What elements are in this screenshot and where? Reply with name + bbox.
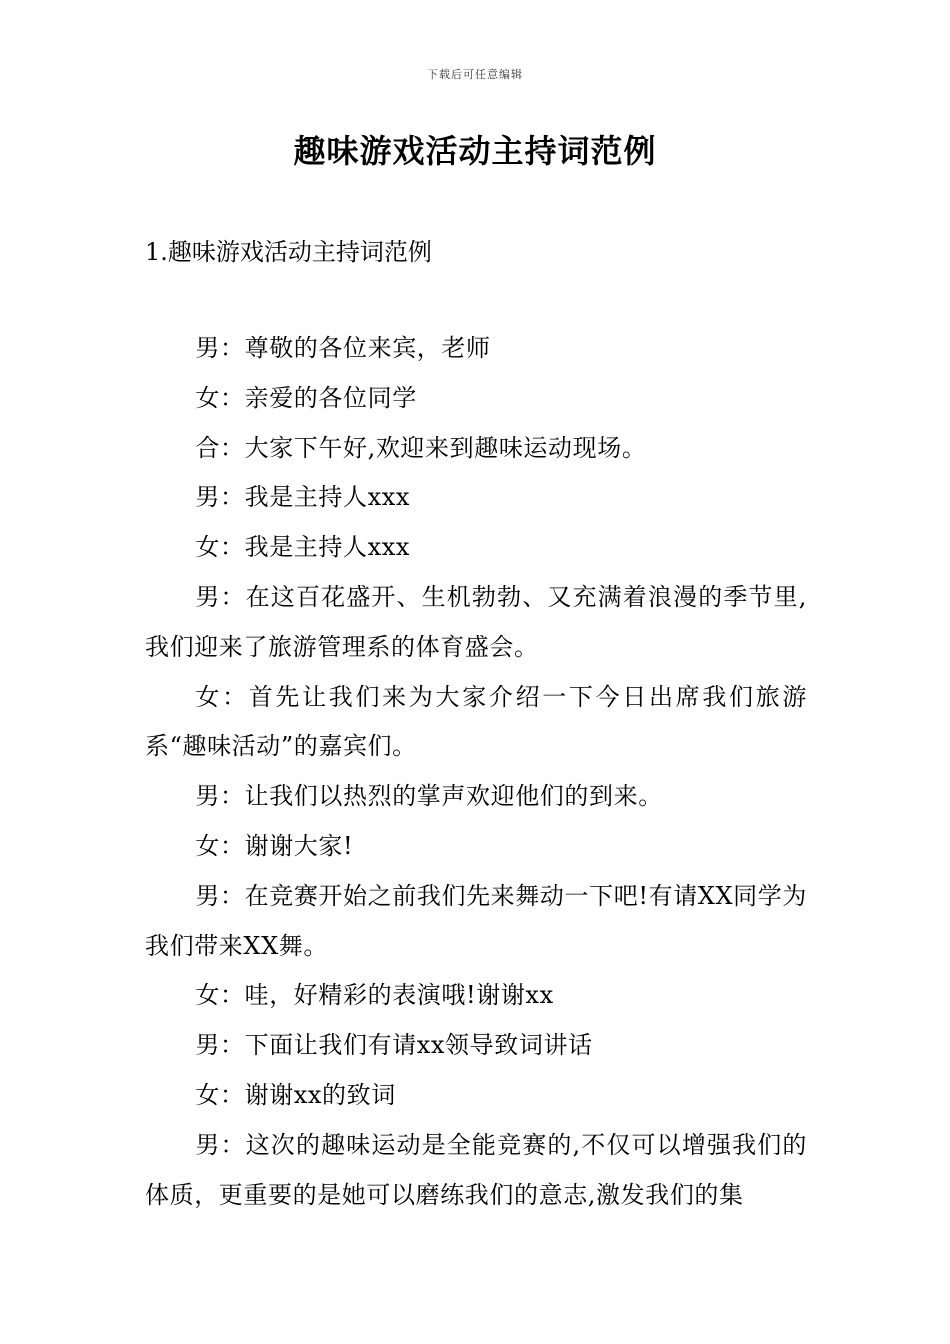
paragraph: 女：我是主持人xxx <box>195 533 410 562</box>
paragraph: 女：首先让我们来为大家介绍一下今日出席我们旅游系“趣味活动”的嘉宾们。 <box>145 682 807 761</box>
document-body <box>145 324 807 1220</box>
section-heading: 1.趣味游戏活动主持词范例 <box>145 238 432 266</box>
document-title: 趣味游戏活动主持词范例 <box>293 132 657 170</box>
header-note: 下载后可任意编辑 <box>427 68 523 81</box>
paragraph: 男：下面让我们有请xx领导致词讲话 <box>195 1031 593 1060</box>
paragraph: 合：大家下午好,欢迎来到趣味运动现场。 <box>195 433 647 462</box>
paragraph: 男：在竞赛开始之前我们先来舞动一下吧!有请XX同学为我们带来XX舞。 <box>145 881 807 960</box>
paragraph: 男：让我们以热烈的掌声欢迎他们的到来。 <box>195 782 663 811</box>
paragraph: 女：谢谢大家! <box>195 831 354 860</box>
paragraph: 男：在这百花盛开、生机勃勃、又充满着浪漫的季节里,我们迎来了旅游管理系的体育盛会。 <box>145 582 807 661</box>
paragraph: 男：我是主持人xxx <box>195 483 410 512</box>
paragraph: 男：尊敬的各位来宾，老师 <box>195 334 491 362</box>
paragraph: 女：谢谢xx的致词 <box>195 1080 396 1109</box>
paragraph: 男：这次的趣味运动是全能竞赛的,不仅可以增强我们的体质，更重要的是她可以磨练我们的意志,激发我们的集 <box>145 1130 807 1209</box>
paragraph: 女：亲爱的各位同学 <box>195 383 417 412</box>
paragraph: 女：哇，好精彩的表演哦!谢谢xx <box>195 981 554 1010</box>
